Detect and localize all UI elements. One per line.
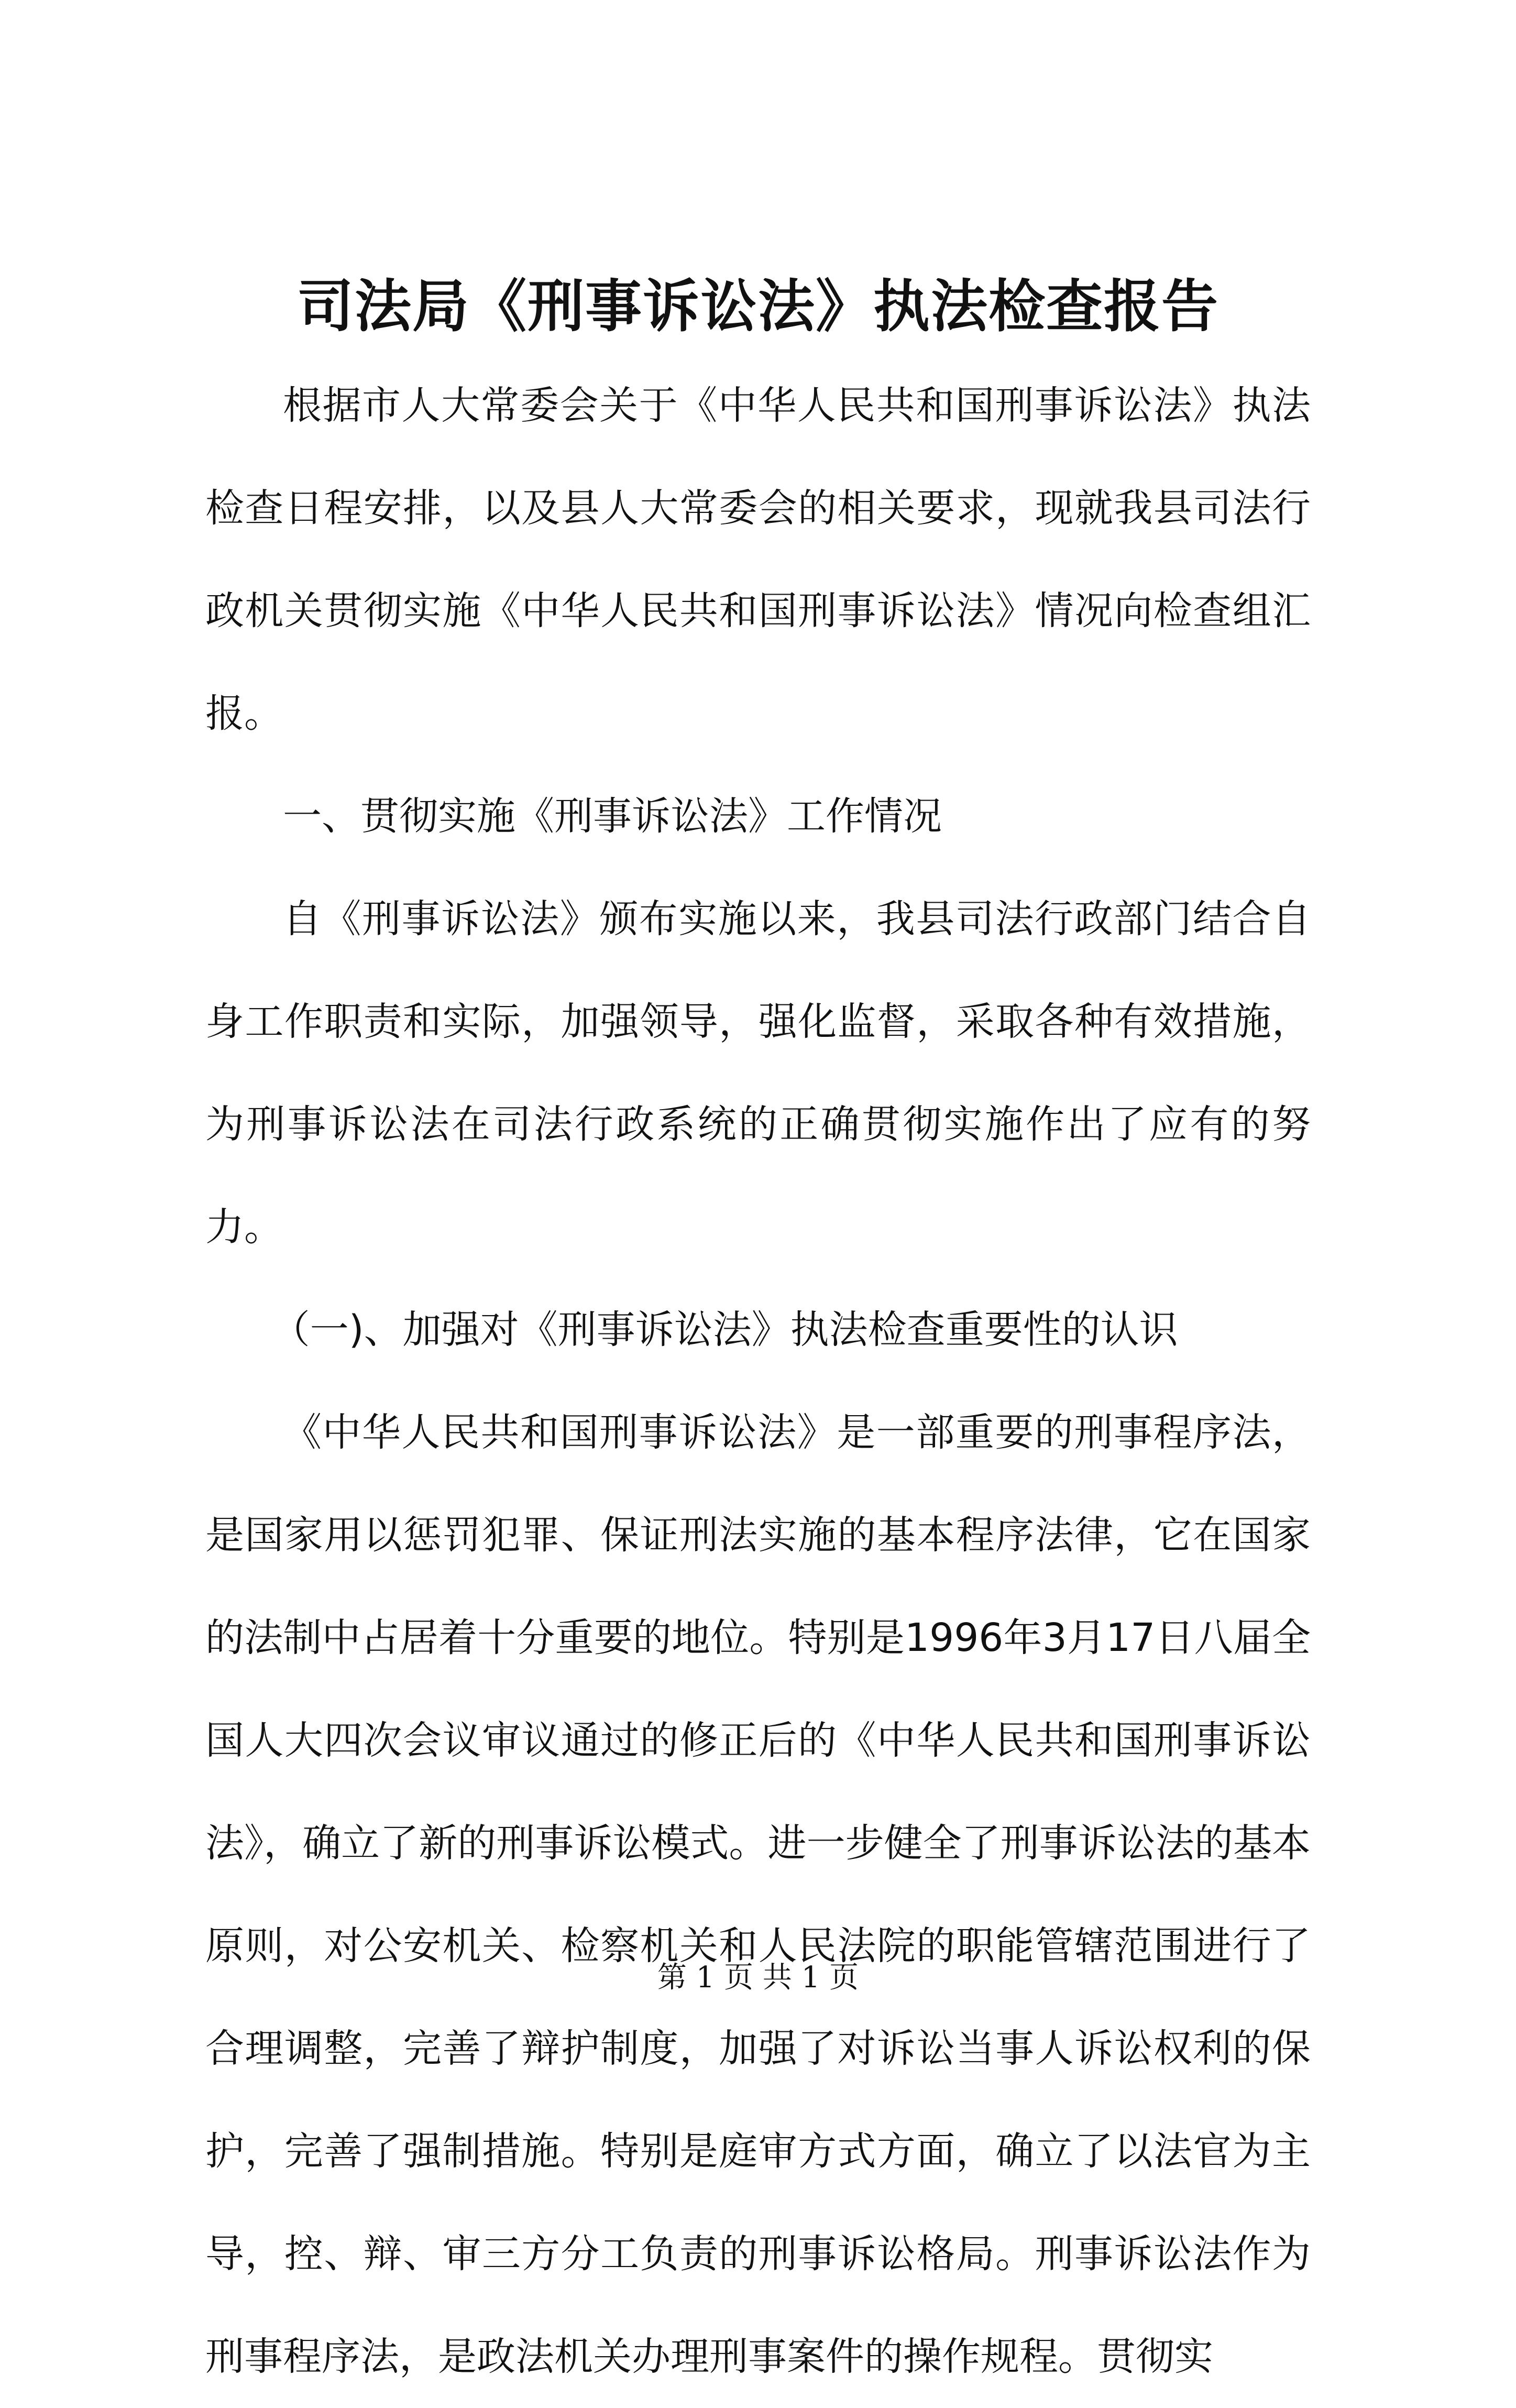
document-title: 司法局《刑事诉讼法》执法检查报告 bbox=[296, 273, 1219, 340]
page-footer: 第 1 页 共 1 页 bbox=[657, 1961, 859, 1995]
subsection-heading-1: （一)、加强对《刑事诉讼法》执法检查重要性的认识 bbox=[271, 1307, 1178, 1352]
document-body bbox=[205, 354, 1311, 2408]
section-paragraph-1: 自《刑事诉讼法》颁布实施以来，我县司法行政部门结合自身工作职责和实际，加强领导，强化监督，采取各种有效措施，为刑事诉讼法在司法行政系统的正确贯彻实施作出了应有的努力。 bbox=[205, 896, 1311, 1250]
section-heading-1: 一、贯彻实施《刑事诉讼法》工作情况 bbox=[283, 794, 942, 839]
subsection-paragraph-1: 《中华人民共和国刑事诉讼法》是一部重要的刑事程序法，是国家用以惩罚犯罪、保证刑法实施的基本程序法律，它在国家的法制中占居着十分重要的地位。特别是1996年3月17日八届全国人大四次会议审议通过的修正后的《中华人民共和国刑事诉讼法》，确立了新的刑事诉讼模式。进一步健全了刑事诉讼法的基本原则，对公安机关、检察机关和人民法院的职能管辖范围进行了合理调整，完善了辩护制度，加强了对诉讼当事人诉讼权利的保护，完善了强制措施。特别是庭审方式方面，确立了以法官为主导，控、辩、审三方分工负责的刑事诉讼格局。刑事诉讼法作为刑事程序法，是政法机关办理刑事案件的操作规程。贯彻实 bbox=[205, 1410, 1311, 2379]
intro-paragraph: 根据市人大常委会关于《中华人民共和国刑事诉讼法》执法检查日程安排，以及县人大常委会的相关要求，现就我县司法行政机关贯彻实施《中华人民共和国刑事诉讼法》情况向检查组汇报。 bbox=[205, 383, 1311, 736]
